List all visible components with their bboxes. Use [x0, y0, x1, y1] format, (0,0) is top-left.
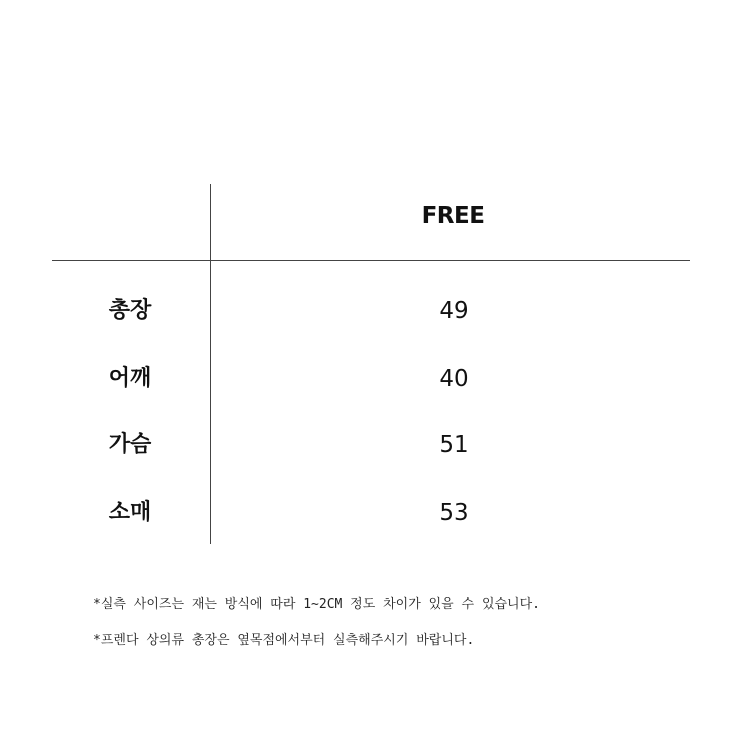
vertical-divider [210, 184, 211, 544]
row-label-chest: 가슴 [108, 432, 152, 457]
horizontal-divider [52, 260, 690, 261]
row-label-shoulder: 어깨 [108, 366, 152, 391]
row-value-shoulder: 40 [439, 366, 469, 392]
column-header-size: FREE [421, 203, 485, 229]
row-value-chest: 51 [439, 432, 469, 458]
row-label-total-length: 총장 [108, 298, 152, 323]
row-label-sleeve: 소매 [108, 500, 152, 525]
row-value-total-length: 49 [439, 298, 469, 324]
measurement-note: *실측 사이즈는 재는 방식에 따라 1~2CM 정도 차이가 있을 수 있습니다. [93, 597, 541, 612]
length-measurement-note: *프렌다 상의류 총장은 옆목점에서부터 실측해주시기 바랍니다. [93, 633, 475, 648]
row-value-sleeve: 53 [439, 500, 469, 526]
